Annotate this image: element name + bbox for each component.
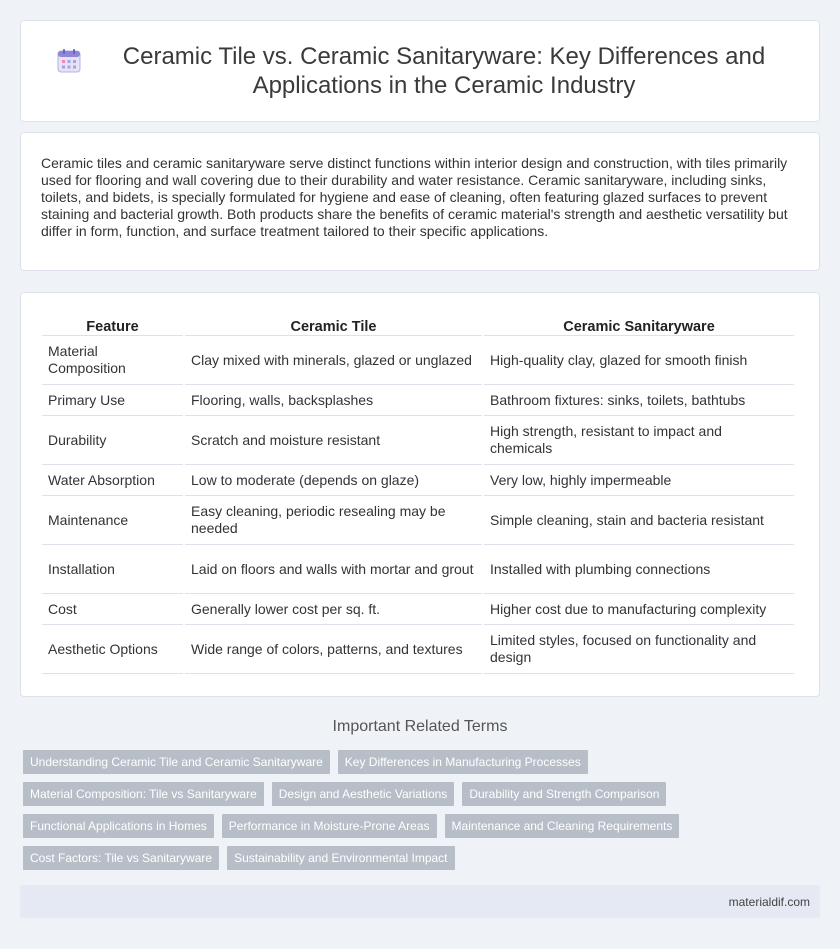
table-row	[42, 336, 794, 385]
tile-cell: Scratch and moisture resistant	[185, 416, 482, 465]
sanitaryware-cell: Limited styles, focused on functionality and design	[484, 625, 794, 674]
comparison-table-card	[20, 292, 820, 697]
related-terms-title: Important Related Terms	[332, 718, 508, 735]
intro-paragraph: Ceramic tiles and ceramic sanitaryware serve distinct functions within interior design and construction, with tiles primarily used for flooring and wall covering due to their durability and water resistance. Ceramic sanitaryware, including sinks, toilets, and bidets, is specially formulated for hygiene and ease of cleaning, often featuring glazed surfaces to prevent staining and bacterial growth. Both products share the benefits of ceramic material's strength and aesthetic versatility but differ in form, function, and surface treatment tailored to their specific applications.	[41, 155, 788, 239]
table-row	[42, 545, 794, 594]
sanitaryware-cell: Higher cost due to manufacturing complexity	[484, 594, 794, 625]
feature-cell: Primary Use	[42, 385, 183, 416]
calendar-icon	[56, 48, 82, 74]
sanitaryware-cell: High-quality clay, glazed for smooth finish	[484, 336, 794, 385]
footer	[20, 885, 820, 918]
feature-cell: Maintenance	[42, 496, 183, 545]
feature-cell: Aesthetic Options	[42, 625, 183, 674]
tile-cell: Flooring, walls, backsplashes	[185, 385, 482, 416]
related-term-tag[interactable]: Design and Aesthetic Variations	[272, 782, 455, 806]
tile-cell: Generally lower cost per sq. ft.	[185, 594, 482, 625]
intro-card	[20, 132, 820, 271]
feature-cell: Durability	[42, 416, 183, 465]
sanitaryware-cell: Bathroom fixtures: sinks, toilets, bathtubs	[484, 385, 794, 416]
tile-cell: Wide range of colors, patterns, and textures	[185, 625, 482, 674]
tile-cell: Laid on floors and walls with mortar and grout	[185, 545, 482, 594]
header-ceramic-sanitaryware: Ceramic Sanitaryware	[484, 315, 794, 336]
footer-site-link[interactable]: materialdif.com	[728, 894, 810, 909]
feature-cell: Water Absorption	[42, 465, 183, 496]
tile-cell: Low to moderate (depends on glaze)	[185, 465, 482, 496]
feature-cell: Material Composition	[42, 336, 183, 385]
related-term-tag[interactable]: Functional Applications in Homes	[23, 814, 214, 838]
related-term-tag[interactable]: Material Composition: Tile vs Sanitaryware	[23, 782, 264, 806]
related-term-tag[interactable]: Key Differences in Manufacturing Processes	[338, 750, 588, 774]
header-ceramic-tile: Ceramic Tile	[185, 315, 482, 336]
related-term-tag[interactable]: Maintenance and Cleaning Requirements	[445, 814, 680, 838]
header-feature: Feature	[42, 315, 183, 336]
table-row	[42, 465, 794, 496]
sanitaryware-cell: Simple cleaning, stain and bacteria resistant	[484, 496, 794, 545]
related-term-tag[interactable]: Durability and Strength Comparison	[462, 782, 666, 806]
table-row	[42, 385, 794, 416]
table-row	[42, 496, 794, 545]
related-term-tag[interactable]: Sustainability and Environmental Impact	[227, 846, 454, 870]
tile-cell: Clay mixed with minerals, glazed or unglazed	[185, 336, 482, 385]
table-row	[42, 625, 794, 674]
tile-cell: Easy cleaning, periodic resealing may be needed	[185, 496, 482, 545]
related-term-tag[interactable]: Understanding Ceramic Tile and Ceramic Sanitaryware	[23, 750, 330, 774]
comparison-table	[40, 315, 796, 674]
table-row	[42, 416, 794, 465]
feature-cell: Installation	[42, 545, 183, 594]
sanitaryware-cell: Very low, highly impermeable	[484, 465, 794, 496]
feature-cell: Cost	[42, 594, 183, 625]
sanitaryware-cell: Installed with plumbing connections	[484, 545, 794, 594]
header-card	[20, 20, 820, 122]
related-terms-tags	[23, 750, 813, 878]
table-header-row	[42, 315, 794, 336]
related-term-tag[interactable]: Performance in Moisture-Prone Areas	[222, 814, 437, 838]
table-row	[42, 594, 794, 625]
page-title: Ceramic Tile vs. Ceramic Sanitaryware: Key Differences and Applications in the Ceramic Industry	[122, 43, 766, 99]
related-term-tag[interactable]: Cost Factors: Tile vs Sanitaryware	[23, 846, 219, 870]
sanitaryware-cell: High strength, resistant to impact and chemicals	[484, 416, 794, 465]
